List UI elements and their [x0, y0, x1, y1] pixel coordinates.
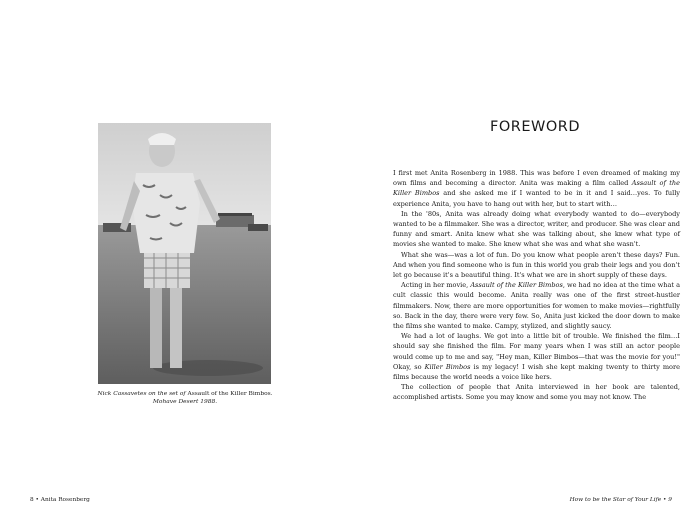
- film-title-italic: Assault of the Killer Bimbos: [393, 179, 681, 198]
- foreword-paragraph: Acting in her movie, Assault of the Killer Bimbos, we had no idea at the time what a cult classic this would become. Anita really was one of the first street-hustler filmmakers. Now, there are more opportunities for women to make movies—rightfully so. Back in the day, there were very few. So, Anita just kicked the door down to make the films she wanted to make. Campy, stylized, and slightly saucy.: [393, 281, 681, 331]
- left-folio: 8 • Anita Rosenberg: [30, 497, 90, 503]
- foreword-body: [393, 168, 680, 403]
- caption-location: Mohave Desert 1988.: [152, 399, 218, 406]
- foreword-paragraph: We had a lot of laughs. We got into a little bit of trouble. We finished the film…I should say she finished the film. For many years when I was still an actor people would come up to me and say, "Hey man, Killer Bimbos—that was the movie for you!" Okay, so Killer Bimbos is my legacy! I wish she kept making twenty to thirty more films because the world needs a voice like hers.: [393, 332, 680, 382]
- photo-caption: [92, 390, 278, 406]
- foreword-paragraph: The collection of people that Anita interviewed in her book are talented, accomplished artists. Some you may know and some you may not know. The: [393, 383, 680, 402]
- right-page: [350, 0, 700, 525]
- chapter-title: FOREWORD: [490, 119, 580, 135]
- photo-image: [98, 123, 271, 384]
- foreword-paragraph: I first met Anita Rosenberg in 1988. This was before I even dreamed of making my own films and becoming a director. Anita was making a film called Assault of the Killer Bimbos and she asked me if I wanted to be in it and I said…yes. To fully experience Anita, you have to hang out with her, but to start with…: [393, 169, 681, 208]
- photo-nick-cassavetes: [98, 123, 271, 384]
- caption-prefix: Nick Cassavetes on the set of: [97, 391, 186, 397]
- foreword-paragraph: What she was—was a lot of fun. Do you know what people aren't these days? Fun. And when you find someone who is fun in this world you grab their legs and you don't let go because it's a beautiful thing. It's what we are in short supply of these days.: [393, 250, 680, 280]
- right-folio: How to be the Star of Your Life • 9: [569, 497, 672, 503]
- caption-film-title: Assault of the Killer Bimbos.: [187, 391, 273, 397]
- film-title-italic: Killer Bimbos: [424, 362, 471, 371]
- foreword-paragraph: In the '80s, Anita was already doing what everybody wanted to do—everybody wanted to be a filmmaker. She was a director, writer, and producer. She was clear and funny and smart. Anita knew what she was talking about, she knew what type of movies she wanted to make. She knew what she was and what she wasn't.: [393, 209, 680, 249]
- film-title-italic: Assault of the Killer Bimbos: [470, 281, 563, 290]
